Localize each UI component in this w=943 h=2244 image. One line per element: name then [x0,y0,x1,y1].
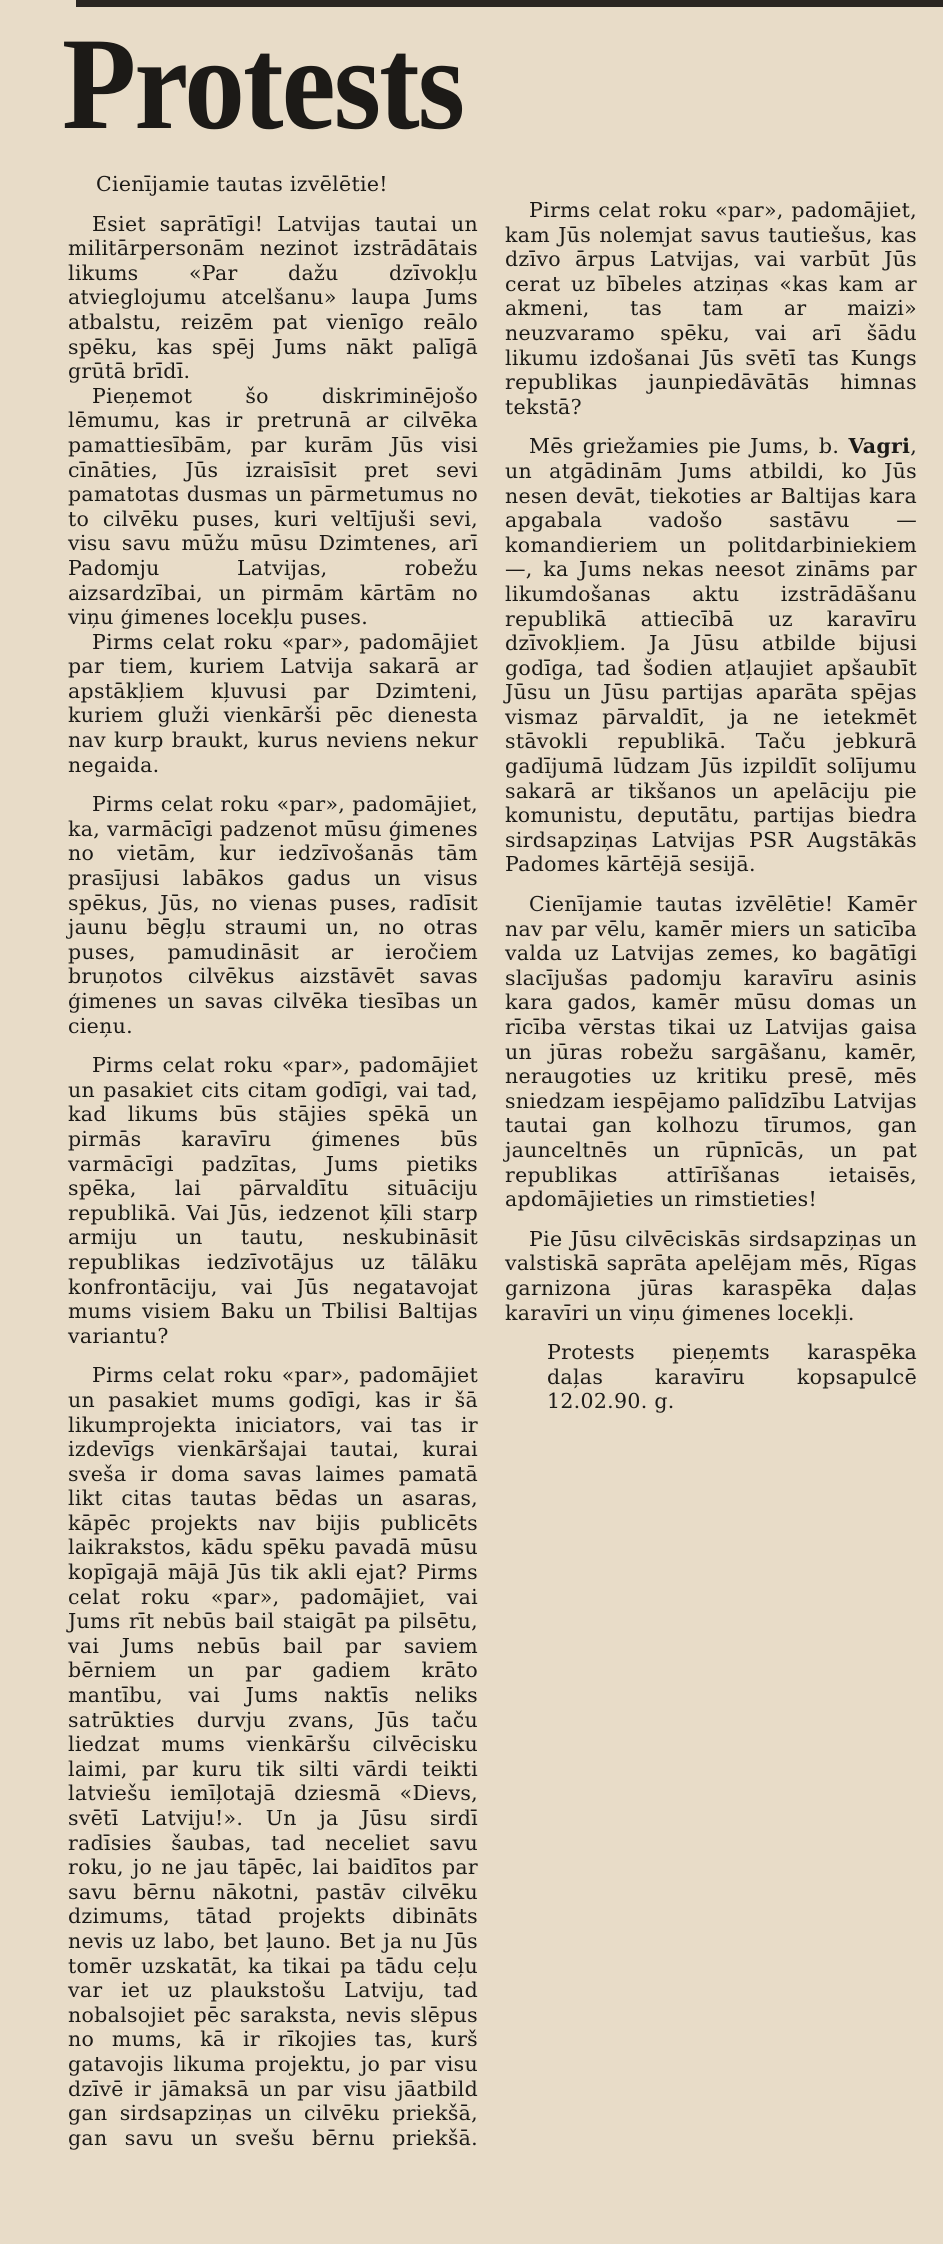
paragraph-vagri [505,434,917,877]
vagri-intro: Mēs griežamies pie Jums, b. [529,434,840,459]
salutation: Cienījamie tautas izvēlētie! [96,172,388,196]
paragraph-6: Pirms celat roku «par», padomājiet un pasakiet mums godīgi, kas ir šā likumprojekta iniciators, vai tas ir izdevīgs vienkāršajai tautai, kurai sveša ir doma savas laimes pamatā likt citas tautas bēdas un asaras, kāpēc projekts nav bijis publicēts laikrakstos, kādu spēku pavadā mūsu kopīgajā mājā Jūs tik akli ejat? Pirms celat roku «par», padomājiet, vai Jums rīt nebūs bail staigāt pa pilsētu, vai Jums nebūs bail par saviem bērniem un par gadiem krāto mantību, vai Jums naktīs neliks satrūkties durvju zvans, Jūs taču liedzat mums vienkāršu cilvēcisku laimi, par kuru tik silti vārdi teikti latviešu iemīļotajā dziesmā «Dievs, svētī Latviju!». Un ja Jūsu sirdī radīsies šaubas, tad neceliet savu roku, jo ne jau tāpēc, lai baidītos par savu bērnu nākotni, pastāv cilvēku dzimums, tātad projekts dibināts nevis uz labo, bet ļauno. Bet ja nu Jūs tomēr uzskatāt, ka tikai pa tādu ceļu var iet uz plaukstošu Latviju, tad nobalsojiet pēc saraksta, nevis slēpus no mums, kā ir rīkojies tas, kurš gatavojis likuma projektu, jo par visu dzīvē ir jāmaksā un par visu jāatbild gan sirdsapziņas un cilvēku priekšā, gan savu un svešu bērnu priekšā. [68,1363,478,2150]
paragraph-1: Esiet saprātīgi! Latvijas tautai un militārpersonām nezinot izstrādātais likums «Par dažu dzīvokļu atvieglojumu atcelšanu» laupa Jums atbalstu, reizēm pat vienīgo reālo spēku, kas spēj Jums nākt palīgā grūtā brīdī. [68,211,478,384]
signoff: Protests pieņemts karaspēka daļas karavīru kopsapulcē 12.02.90. g. [547,1340,917,1414]
paragraph-2: Pieņemot šo diskriminējošo lēmumu, kas ir pretrunā ar cilvēka pamattiesībām, par kurām Jūs visi cīnāties, Jūs izraisīsit pret sevi pamatotas dusmas un pārmetumus no to cilvēku puses, kuri veltījuši sevi, visu savu mūžu mūsu Dzimtenes, arī Padomju Latvijas, robežu aizsardzībai, un pirmām kārtām no viņu ģimenes locekļu puses. [68,383,478,630]
article-column-right [505,183,917,1414]
headline: Protests [62,10,464,157]
closing-appeal: Cienījamie tautas izvēlētie! Kamēr nav par vēlu, kamēr miers un saticība valda uz Latvijas zemes, ko bagātīgi slacījušas padomju karavīru asinis kara gados, kamēr mūsu domas un rīcība vērstas tikai uz Latvijas gaisa un jūras robežu sargāšanu, kamēr, neraugoties uz kritiku presē, mēs sniedzam iespējamo palīdzību Latvijas tautai gan kolhozu tīrumos, gan jaunceltnēs un rūpnīcās, un pat republikas attīrīšanas ietaisēs, apdomājieties un rimstieties! [505,892,917,1212]
paragraph-3: Pirms celat roku «par», padomājiet par tiem, kuriem Latvija sakarā ar apstākļiem kļuvusi par Dzimteni, kuriem gluži vienkārši pēc dienesta nav kurp braukt, kurus neviens nekur negaida. [68,629,478,777]
top-border-rule [76,0,943,7]
paragraph-7-text: Pirms celat roku «par», padomājiet, kam Jūs nolemjat savus tautiešus, kas dzīvo ārpus Latvijas, vai varbūt Jūs cerat uz bībeles atziņas «kas kam ar akmeni, tas tam ar maizi» neuzvaramo spēku, vai arī šādu likumu izdošanai Jūs svētī tas Kungs republikas jaunpiedāvātās himnas tekstā? [505,198,917,419]
article-column-left [68,172,478,2150]
vagri-rest: , un atgādinām Jums atbildi, ko Jūs nesen devāt, tiekoties ar Baltijas kara apgabala vadošo sastāvu — komandieriem un politdarbiniekiem —, ka Jums nekas neesot zināms par likumdošanas aktu izstrādāšanu republikā attiecībā uz karavīru dzīvokļiem. Ja Jūsu atbilde bijusi godīga, tad šodien atļaujiet apšaubīt Jūsu un Jūsu partijas aparāta spējas vismaz pārvaldīt, ja ne ietekmēt stāvokli republikā. Taču jebkurā gadījumā lūdzam Jūs izpildīt solījumu sakarā ar tikšanos un apelāciju pie komunistu, deputātu, partijas biedra sirdsapziņas Latvijas PSR Augstākās Padomes kārtējā sesijā. [505,434,918,877]
vagri-name: Vagri [848,434,911,459]
paragraph-5: Pirms celat roku «par», padomājiet un pasakiet cits citam godīgi, vai tad, kad likums būs stājies spēkā un pirmās karavīru ģimenes būs varmācīgi padzītas, Jums pietiks spēka, lai pārvaldītu situāciju republikā. Vai Jūs, iedzenot ķīli starp armiju un tautu, neskubināsit republikas iedzīvotājus uz tālāku konfrontāciju, vai Jūs negatavojat mums visiem Baku un Tbilisi Baltijas variantu? [68,1053,478,1348]
signatories: Pie Jūsu cilvēciskās sirdsapziņas un valstiskā saprāta apelējam mēs, Rīgas garnizona jūras karaspēka daļas karavīri un viņu ģimenes locekļi. [505,1226,917,1325]
paragraph-7 [505,198,917,419]
paragraph-4: Pirms celat roku «par», padomājiet, ka, varmācīgi padzenot mūsu ģimenes no vietām, kur iedzīvošanās tām prasījusi labākos gadus un visus spēkus, Jūs, no vienas puses, radīsit jaunu bēgļu straumi un, no otras puses, pamudināsit ar ieročiem bruņotos cilvēkus aizstāvēt savas ģimenes un savas cilvēka tiesības un cieņu. [68,792,478,1038]
